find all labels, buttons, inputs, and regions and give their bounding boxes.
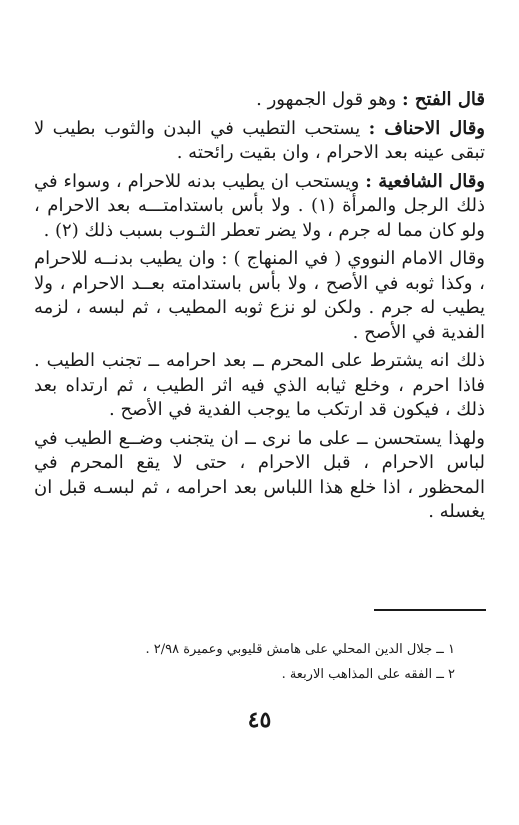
paragraph bbox=[34, 88, 485, 113]
paragraph bbox=[34, 349, 485, 423]
paragraph-lead: قال الفتح : bbox=[402, 89, 485, 110]
footnotes bbox=[60, 637, 455, 687]
paragraph bbox=[34, 247, 485, 345]
paragraph-lead: وقال الشافعية : bbox=[365, 170, 485, 192]
paragraph-text: ولهذا يستحسن ــ على ما نرى ــ ان يتجنب وضــع الطيب في لباس الاحرام ، قبل الاحرام ، حتى لا يقع المحرم في المحظور ، اذا خلع هذا اللباس بعد احرامه ، ثم لبسـه قبل ان يغسله . bbox=[34, 427, 485, 522]
paragraph-text: يستحب التطيب في البدن والثوب بطيب لا تبقى عينه بعد الاحرام ، وان بقيت رائحته . bbox=[34, 117, 485, 163]
page-number: ٤٥ bbox=[247, 707, 272, 733]
paragraph bbox=[34, 427, 485, 525]
paragraph-text: وقال الامام النووي ( في المنهاج ) : وان يطيب بدنــه للاحرام ، وكذا ثوبه في الأصح ، ولا بأس باستدامته بعــد الاحرام ، ولا يطيب له جرم . ولكن لو نزع ثوبه المطيب ، ثم لبسه ، لزمه الفدية في الأصح . bbox=[34, 248, 485, 343]
footnote: ١ ــ جلال الدين المحلي على هامش قليوبي وعميرة ٢/٩٨ . bbox=[145, 642, 455, 657]
paragraph-text: وهو قول الجمهور . bbox=[256, 89, 402, 110]
paragraph-lead: وقال الاحناف : bbox=[368, 117, 485, 139]
footnote-divider bbox=[374, 609, 486, 611]
paragraph-text: ويستحب ان يطيب بدنه للاحرام ، وسواء في ذلك الرجل والمرأة (١) . ولا بأس باستدامتـــه بعد الاحرام ، ولو كان مما له جرم ، ولا يضر تعطر الثـوب بسبب ذلك (٢) . bbox=[34, 170, 485, 241]
footnote: ٢ ــ الفقه على المذاهب الاربعة . bbox=[281, 667, 455, 682]
paragraph bbox=[34, 117, 485, 166]
paragraph bbox=[34, 170, 485, 244]
main-text bbox=[34, 88, 485, 529]
paragraph-text: ذلك انه يشترط على المحرم ــ بعد احرامه ــ تجنب الطيب . فاذا احرم ، وخلع ثيابه الذي فيه اثر الطيب ، ثم ارتداه بعد ذلك ، فيكون قد ارتكب ما يوجب الفدية في الأصح . bbox=[34, 350, 485, 420]
